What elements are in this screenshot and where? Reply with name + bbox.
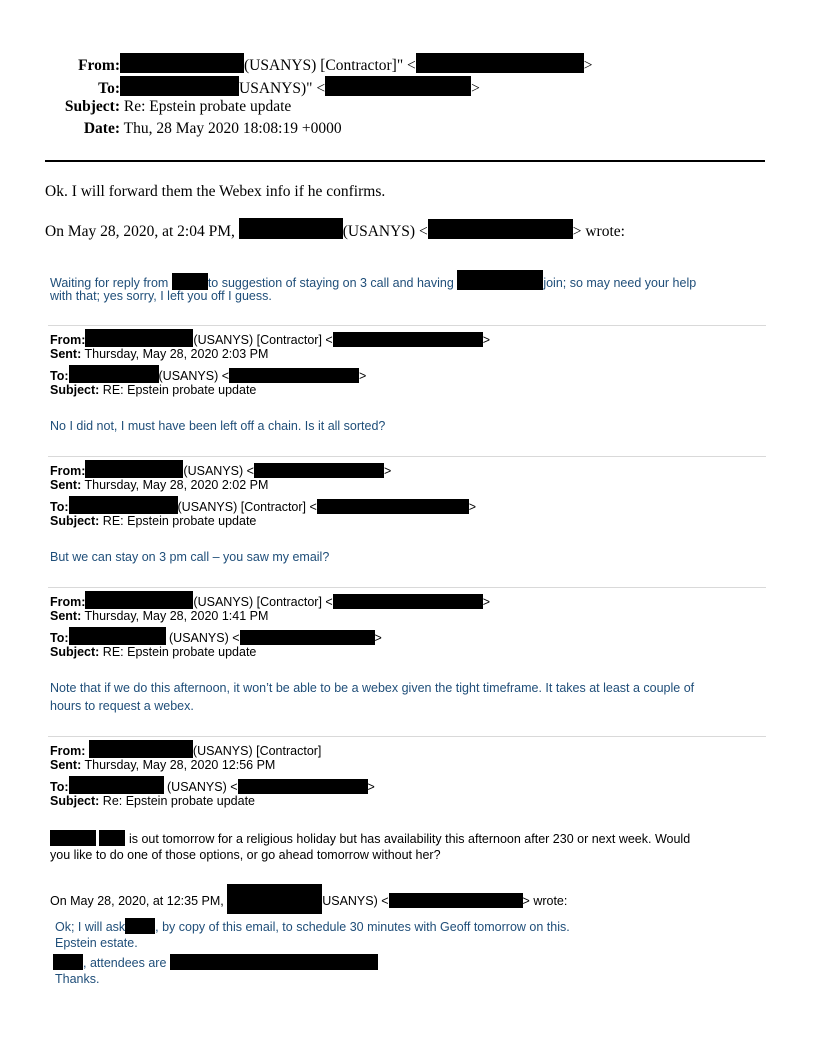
redaction-box <box>69 776 164 794</box>
text: to suggestion of staying on 3 call and having <box>207 276 454 290</box>
msg4-subject <box>50 645 256 659</box>
msg5-from <box>50 740 321 758</box>
redaction-box <box>172 273 208 290</box>
label: From: <box>50 333 86 347</box>
msg3-body: But we can stay on 3 pm call – you saw my email? <box>50 550 330 564</box>
text: > <box>468 500 477 514</box>
label: Subject: <box>50 383 100 397</box>
redaction-box <box>50 830 96 846</box>
subject-value: Re: Epstein probate update <box>123 98 292 115</box>
redaction-box <box>238 779 368 794</box>
sent-value: Thursday, May 28, 2020 2:02 PM <box>84 478 269 492</box>
msg2-subject <box>50 383 256 397</box>
reply-quote-line <box>45 218 625 241</box>
sent-value: Thursday, May 28, 2020 1:41 PM <box>84 609 269 623</box>
msg4-sent <box>50 609 268 623</box>
msg3-to <box>50 496 476 514</box>
msg5-body-line2: you like to do one of those options, or go ahead tomorrow without her? <box>50 848 441 862</box>
redaction-box <box>333 332 483 347</box>
redaction-box <box>239 218 343 239</box>
label: To: <box>50 780 69 794</box>
redaction-box <box>85 329 193 347</box>
text: (USANYS) < <box>169 631 240 645</box>
msg5-sent <box>50 758 275 772</box>
msg6-line4: Thanks. <box>55 972 100 986</box>
subject-value: RE: Epstein probate update <box>102 514 257 528</box>
date-label: Date: <box>83 120 120 137</box>
msg4-body-line2: hours to request a webex. <box>50 699 194 713</box>
msg4-to <box>50 627 382 645</box>
message-separator <box>48 456 766 457</box>
msg5-subject <box>50 794 255 808</box>
msg3-from <box>50 460 391 478</box>
reply-body: Ok. I will forward them the Webex info if he confirms. <box>45 183 386 200</box>
msg4-from <box>50 591 490 609</box>
label: From: <box>50 744 86 758</box>
text: Waiting for reply from <box>50 276 169 290</box>
text: (USANYS) [Contractor] < <box>177 500 317 514</box>
sent-value: Thursday, May 28, 2020 2:03 PM <box>84 347 269 361</box>
msg5-to <box>50 776 375 794</box>
text: (USANYS) < <box>183 464 254 478</box>
msg2-from <box>50 329 490 347</box>
header-divider <box>45 160 765 162</box>
to-end: > <box>471 80 480 97</box>
text: On May 28, 2020, at 12:35 PM, <box>50 894 224 908</box>
label: From: <box>50 595 86 609</box>
msg1-line1 <box>50 270 696 290</box>
redaction-box <box>69 496 178 514</box>
text: > <box>482 595 491 609</box>
msg2-body: No I did not, I must have been left off a chain. Is it all sorted? <box>50 419 386 433</box>
text: join; so may need your help <box>543 276 697 290</box>
redaction-box <box>69 627 166 645</box>
subject-label: Subject: <box>64 98 120 115</box>
text: > <box>367 780 375 794</box>
msg6-line2: Epstein estate. <box>55 936 138 950</box>
msg6-line3 <box>53 954 378 970</box>
subject-value: RE: Epstein probate update <box>102 383 257 397</box>
redaction-box <box>99 830 125 846</box>
subject-value: Re: Epstein probate update <box>102 794 255 808</box>
msg3-sent <box>50 478 268 492</box>
subject-value: RE: Epstein probate update <box>102 645 257 659</box>
from-label: From: <box>78 57 120 74</box>
from-end: > <box>583 57 593 74</box>
text: (USANYS) [Contractor] <box>192 744 322 758</box>
label: Subject: <box>50 645 100 659</box>
text: (USANYS) [Contractor] < <box>193 595 333 609</box>
redaction-box <box>317 499 469 514</box>
quote-suffix: > wrote: <box>572 223 625 240</box>
redaction-box <box>53 954 83 970</box>
sent-value: Thursday, May 28, 2020 12:56 PM <box>84 758 276 772</box>
text: > <box>359 369 367 383</box>
redaction-box <box>89 740 193 758</box>
header-date-row <box>0 120 342 138</box>
redaction-box <box>227 884 322 914</box>
text: (USANYS) < <box>167 780 238 794</box>
text: USANYS) < <box>322 894 389 908</box>
label: Subject: <box>50 514 100 528</box>
redaction-box <box>333 594 483 609</box>
text: (USANYS) [Contractor] < <box>193 333 333 347</box>
msg1-line2: with that; yes sorry, I left you off I guess. <box>50 289 272 303</box>
redaction-box <box>457 270 543 290</box>
msg5-body-line1 <box>50 830 690 846</box>
redaction-box <box>69 365 159 383</box>
from-org: (USANYS) [Contractor]" < <box>244 57 416 74</box>
redaction-box <box>125 918 155 934</box>
redaction-box <box>416 53 584 73</box>
text: is out tomorrow for a religious holiday but has availability this afternoon after 230 or next week. Would <box>128 832 691 846</box>
quote-prefix: On May 28, 2020, at 2:04 PM, <box>45 223 235 240</box>
msg2-sent <box>50 347 268 361</box>
label: From: <box>50 464 86 478</box>
header-to-row <box>0 76 480 98</box>
message-separator <box>48 587 766 588</box>
label: To: <box>50 631 69 645</box>
redaction-box <box>85 460 183 478</box>
label: To: <box>50 500 69 514</box>
text: Ok; I will ask <box>55 920 126 934</box>
redaction-box <box>170 954 378 970</box>
text: , attendees are <box>83 956 167 970</box>
message-separator <box>48 325 766 326</box>
label: Sent: <box>50 609 82 623</box>
msg6-line1 <box>55 918 570 934</box>
header-from-row <box>0 53 593 75</box>
msg5-quote-line <box>50 884 567 914</box>
label: To: <box>50 369 69 383</box>
label: Sent: <box>50 478 82 492</box>
msg4-body-line1: Note that if we do this afternoon, it won’t be able to be a webex given the tight timeframe. It takes at least a couple of <box>50 681 695 695</box>
redaction-box <box>85 591 193 609</box>
to-label: To: <box>98 80 120 97</box>
redaction-box <box>240 630 375 645</box>
text: (USANYS) < <box>158 369 230 383</box>
message-separator <box>48 736 766 737</box>
redaction-box <box>229 368 359 383</box>
text: , by copy of this email, to schedule 30 minutes with Geoff tomorrow on this. <box>155 920 570 934</box>
msg3-subject <box>50 514 256 528</box>
label: Sent: <box>50 758 82 772</box>
quote-org: (USANYS) < <box>342 223 428 240</box>
text: > <box>482 333 491 347</box>
header-subject-row <box>0 98 291 116</box>
redaction-box <box>428 219 573 239</box>
text: > <box>374 631 382 645</box>
redaction-box <box>325 76 471 96</box>
date-value: Thu, 28 May 2020 18:08:19 +0000 <box>123 120 342 137</box>
label: Subject: <box>50 794 100 808</box>
label: Sent: <box>50 347 82 361</box>
text: > wrote: <box>522 894 568 908</box>
redaction-box <box>120 53 244 73</box>
redaction-box <box>120 76 239 96</box>
msg2-to <box>50 365 366 383</box>
redaction-box <box>389 893 523 908</box>
redaction-box <box>254 463 384 478</box>
to-org: USANYS)" < <box>239 80 326 97</box>
text: > <box>383 464 392 478</box>
